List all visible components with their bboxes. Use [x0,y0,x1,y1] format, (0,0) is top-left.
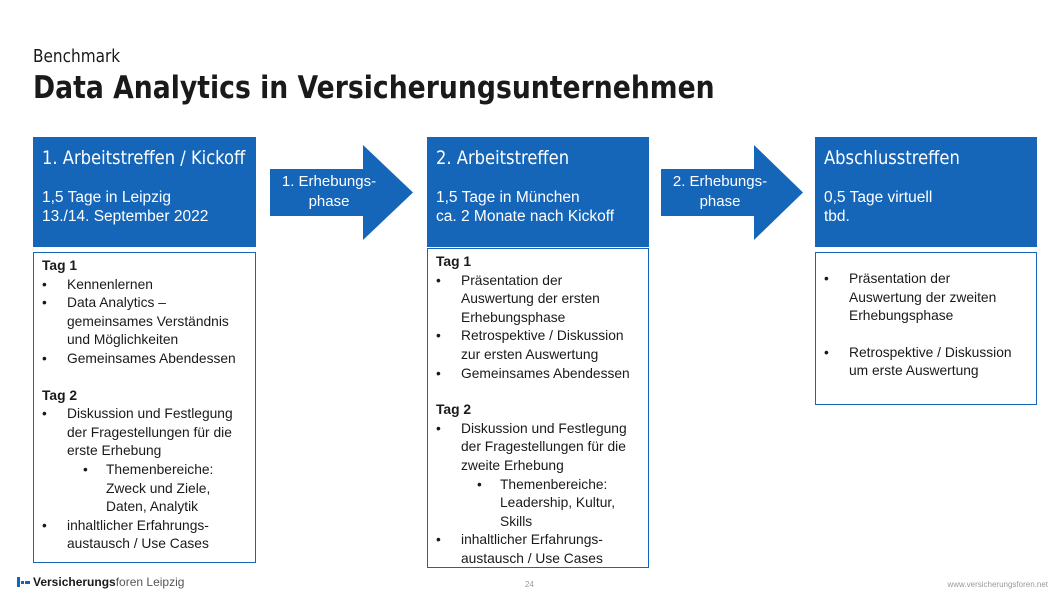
column-1-title: 1. Arbeitstreffen / Kickoff [42,147,246,169]
day-heading: Tag 2 [42,387,78,403]
column-2-title: 2. Arbeitstreffen [436,147,570,169]
day-list [824,344,1030,381]
day-heading: Tag 1 [436,254,472,269]
column-3-title: Abschlusstreffen [824,147,960,169]
arrow-1 [270,145,413,240]
logo-icon [17,577,30,587]
arrow-2 [661,145,803,240]
list-item: • Präsentation der Auswertung der ersten Erhebungsphase [436,272,642,328]
list-item: • Gemeinsames Abendessen [42,350,249,369]
list-item: • Gemeinsames Abendessen [436,365,642,384]
list-item: • Präsentation der Auswertung der zweiten Erhebungsphase [824,270,1030,326]
arrow-2-label: 2. Erhebungs- phase [672,173,768,210]
day-list [42,405,249,554]
day-list [436,272,642,384]
list-item: • Kennenlernen [42,276,249,295]
column-3-header [815,137,1037,247]
day-heading: Tag 2 [436,402,472,418]
column-1-location: 1,5 Tage in Leipzig [42,189,171,206]
sub-list-item: • Themenbereiche: Leadership, Kultur, Skills [436,476,642,532]
sub-list-item: • Themenbereiche: Zweck und Ziele, Daten, Analytik [42,461,249,517]
day-heading: Tag 1 [42,258,78,273]
list-item: • inhaltlicher Erfahrungs- austausch / Use Cases [436,531,642,568]
footer-logo: Versicherungsforen Leipzig [17,575,184,589]
day-list [42,276,249,369]
column-1-body [33,252,256,563]
pre-title: Benchmark [33,46,121,67]
arrow-1-label: 1. Erhebungs- phase [281,173,377,210]
column-2-location: 1,5 Tage in München [436,189,580,206]
list-item: • Diskussion und Festlegung der Fragestellungen für die zweite Erhebung [436,420,642,476]
column-1-header [33,137,256,247]
column-3-location: 0,5 Tage virtuell [824,189,933,206]
column-3-body [815,252,1037,405]
day-list [824,270,1030,326]
column-2-date: ca. 2 Monate nach Kickoff [436,208,615,225]
column-2-header [427,137,649,247]
list-item: • Diskussion und Festlegung der Fragestellungen für die erste Erhebung [42,405,249,461]
column-1-date: 13./14. September 2022 [42,208,209,225]
list-item: • Retrospektive / Diskussion zur ersten Auswertung [436,327,642,364]
list-item: • Retrospektive / Diskussion um erste Auswertung [824,344,1030,381]
list-item: • Data Analytics – gemeinsames Verständnis und Möglichkeiten [42,294,249,350]
footer-url: www.versicherungsforen.net [947,580,1048,589]
day-list [436,420,642,569]
column-2-body [427,248,649,568]
column-3-date: tbd. [824,208,850,225]
page-title: Data Analytics in Versicherungsunternehmen [33,70,715,106]
list-item: • inhaltlicher Erfahrungs- austausch / Use Cases [42,517,249,554]
page-number: 24 [525,580,534,589]
